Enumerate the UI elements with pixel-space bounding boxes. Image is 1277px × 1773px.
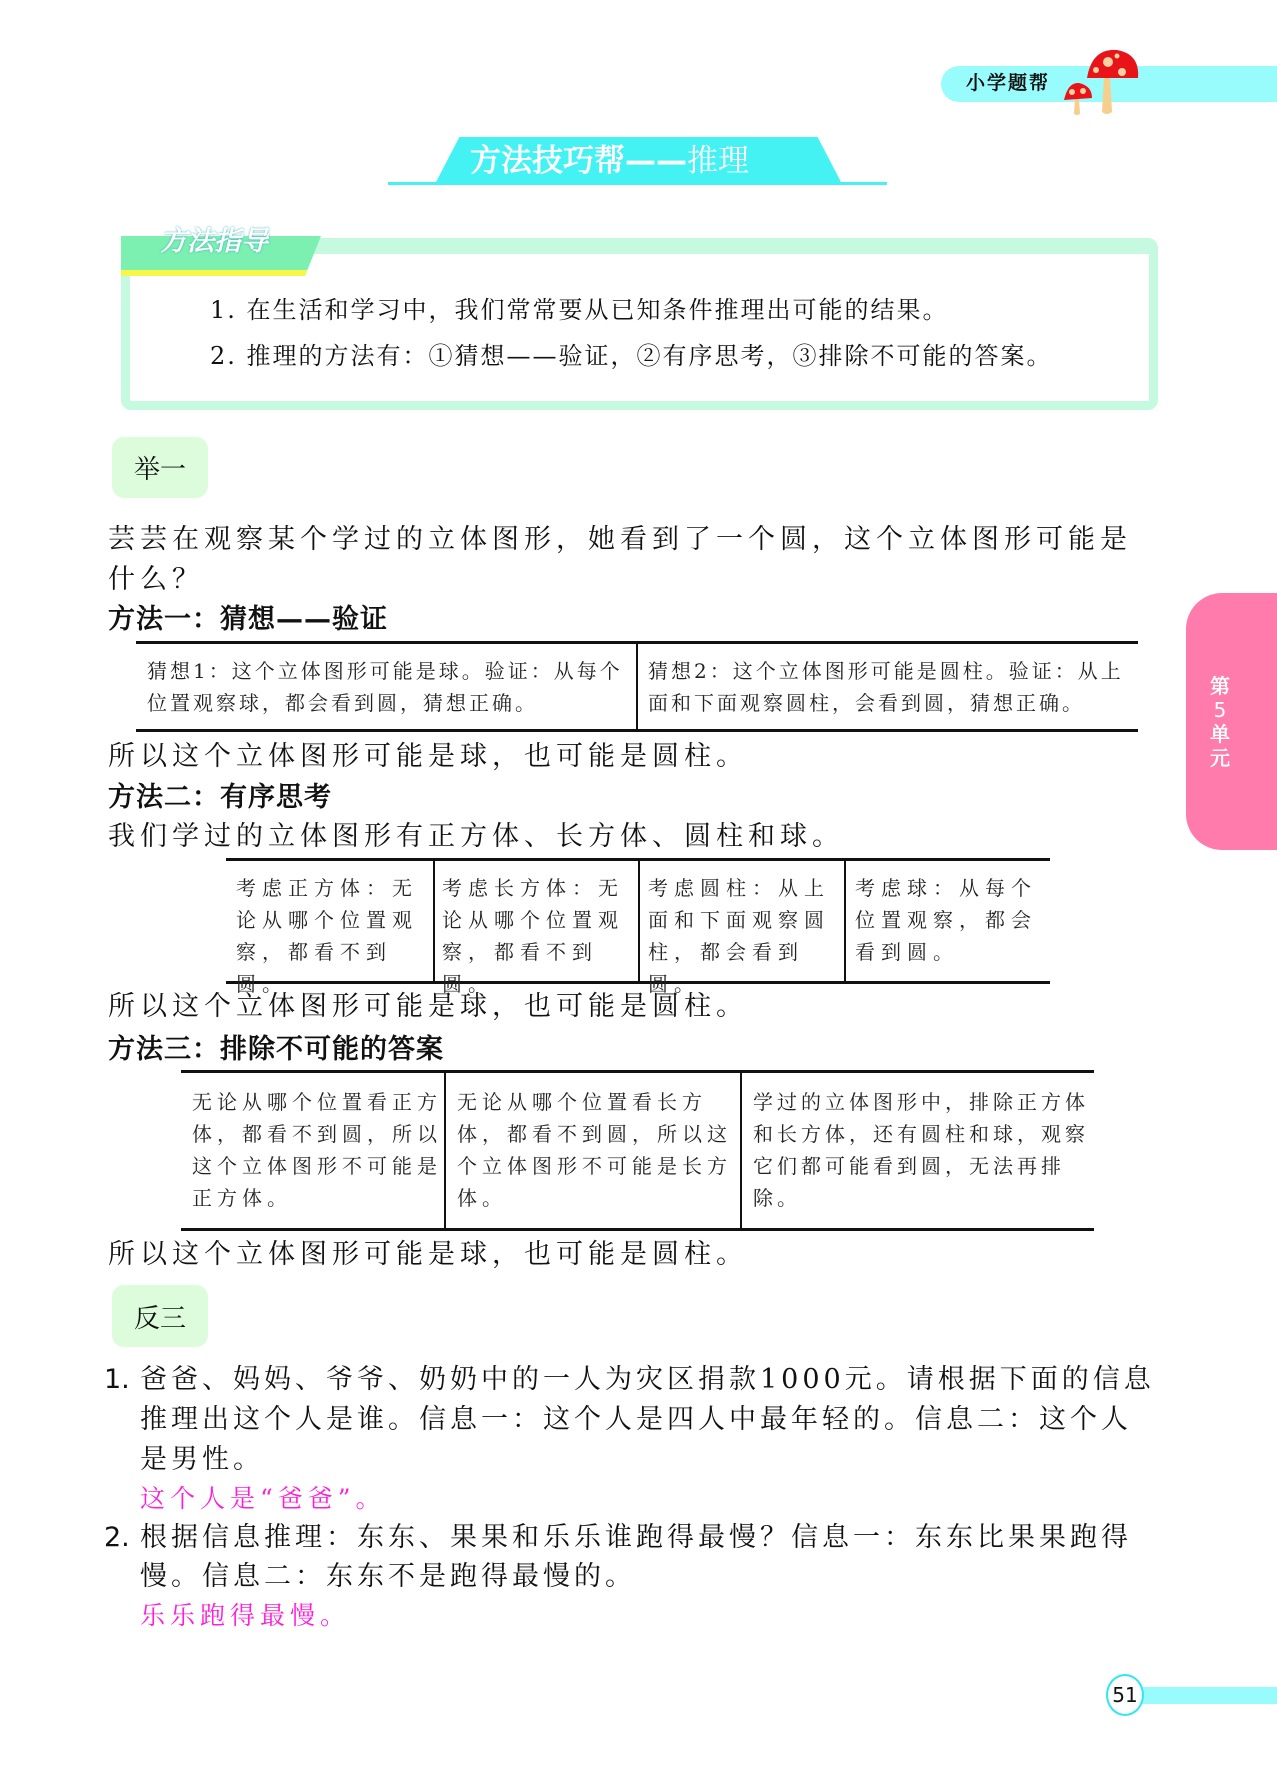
mushroom-icon xyxy=(1062,46,1147,116)
table-cell: 考虑球：从每个位置观察，都会看到圆。 xyxy=(855,876,1037,964)
method1-title: 方法一：猜想——验证 xyxy=(108,604,388,635)
unit-side-tab xyxy=(1186,593,1277,850)
table-cell: 猜想2：这个立体图形可能是圆柱。验证：从上面和下面观察圆柱，会看到圆，猜想正确。 xyxy=(648,659,1124,715)
table-cell: 学过的立体图形中，排除正方体和长方体，还有圆柱和球，观察它们都可能看到圆，无法再排除。 xyxy=(753,1090,1089,1210)
table-cell: 无论从哪个位置看正方体，都看不到圆，所以这个立体图形不可能是正方体。 xyxy=(192,1090,442,1210)
unit-tab-char: 第 xyxy=(1210,673,1230,698)
table-cell: 考虑正方体：无论从哪个位置观察，都看不到圆。 xyxy=(236,876,418,996)
unit-tab-char: 单 xyxy=(1210,721,1230,746)
table-divider xyxy=(844,860,846,981)
table-divider xyxy=(636,643,638,729)
brand-label: 小学题帮 xyxy=(966,72,1051,94)
unit-tab-char: 5 xyxy=(1213,697,1227,722)
table-cell: 考虑长方体：无论从哪个位置观察，都看不到圆。 xyxy=(442,876,624,996)
conclusion-text: 所以这个立体图形可能是球，也可能是圆柱。 xyxy=(108,1239,748,1270)
question-text: 什么？ xyxy=(108,564,204,595)
method2-title: 方法二：有序思考 xyxy=(108,782,332,813)
table-cell: 无论从哪个位置看长方体，都看不到圆，所以这个立体图形不可能是长方体。 xyxy=(457,1090,732,1210)
conclusion-text: 所以这个立体图形可能是球，也可能是圆柱。 xyxy=(108,741,748,772)
question-text: 是男性。 xyxy=(140,1444,264,1475)
question-number: 1. xyxy=(104,1364,130,1395)
question-text: 爸爸、妈妈、爷爷、奶奶中的一人为灾区捐款1000元。请根据下面的信息 xyxy=(140,1364,1155,1395)
question-text: 芸芸在观察某个学过的立体图形，她看到了一个圆，这个立体图形可能是 xyxy=(108,524,1132,555)
answer-text: 这个人是“爸爸”。 xyxy=(140,1484,386,1513)
table-cell: 猜想1：这个立体图形可能是球。验证：从每个位置观察球，都会看到圆，猜想正确。 xyxy=(147,659,623,715)
question-text: 推理出这个人是谁。信息一：这个人是四人中最年轻的。信息二：这个人 xyxy=(140,1404,1132,1435)
table-divider xyxy=(433,860,435,981)
page-title xyxy=(470,143,749,179)
page-number: 51 xyxy=(1106,1674,1144,1716)
question-text: 根据信息推理：东东、果果和乐乐谁跑得最慢？信息一：东东比果果跑得 xyxy=(140,1522,1132,1553)
table-bottom-border xyxy=(136,729,1138,732)
title-main: 方法技巧帮—— xyxy=(470,143,687,179)
method2-intro: 我们学过的立体图形有正方体、长方体、圆柱和球。 xyxy=(108,821,844,852)
unit-tab-char: 元 xyxy=(1210,745,1230,770)
method3-title: 方法三：排除不可能的答案 xyxy=(108,1034,444,1065)
table-divider xyxy=(638,860,640,981)
table-divider xyxy=(740,1072,742,1228)
table-cell: 考虑圆柱：从上面和下面观察圆柱，都会看到圆。 xyxy=(648,876,830,996)
answer-text: 乐乐跑得最慢。 xyxy=(140,1601,351,1630)
page-number-bar xyxy=(1140,1687,1277,1704)
guide-item: 2. 推理的方法有：①猜想——验证，②有序思考，③排除不可能的答案。 xyxy=(210,342,1053,370)
method-guide-label: 方法指导 xyxy=(160,226,268,257)
table-bottom-border xyxy=(181,1228,1094,1231)
question-text: 慢。信息二：东东不是跑得最慢的。 xyxy=(140,1561,636,1592)
example-badge: 举一 xyxy=(112,437,208,498)
conclusion-text: 所以这个立体图形可能是球，也可能是圆柱。 xyxy=(108,991,748,1022)
table-top-border xyxy=(181,1070,1094,1073)
question-number: 2. xyxy=(104,1522,130,1553)
table-divider xyxy=(444,1072,446,1228)
practice-badge: 反三 xyxy=(112,1285,208,1347)
title-topic: 推理 xyxy=(687,143,749,179)
guide-item: 1. 在生活和学习中，我们常常要从已知条件推理出可能的结果。 xyxy=(210,296,949,324)
